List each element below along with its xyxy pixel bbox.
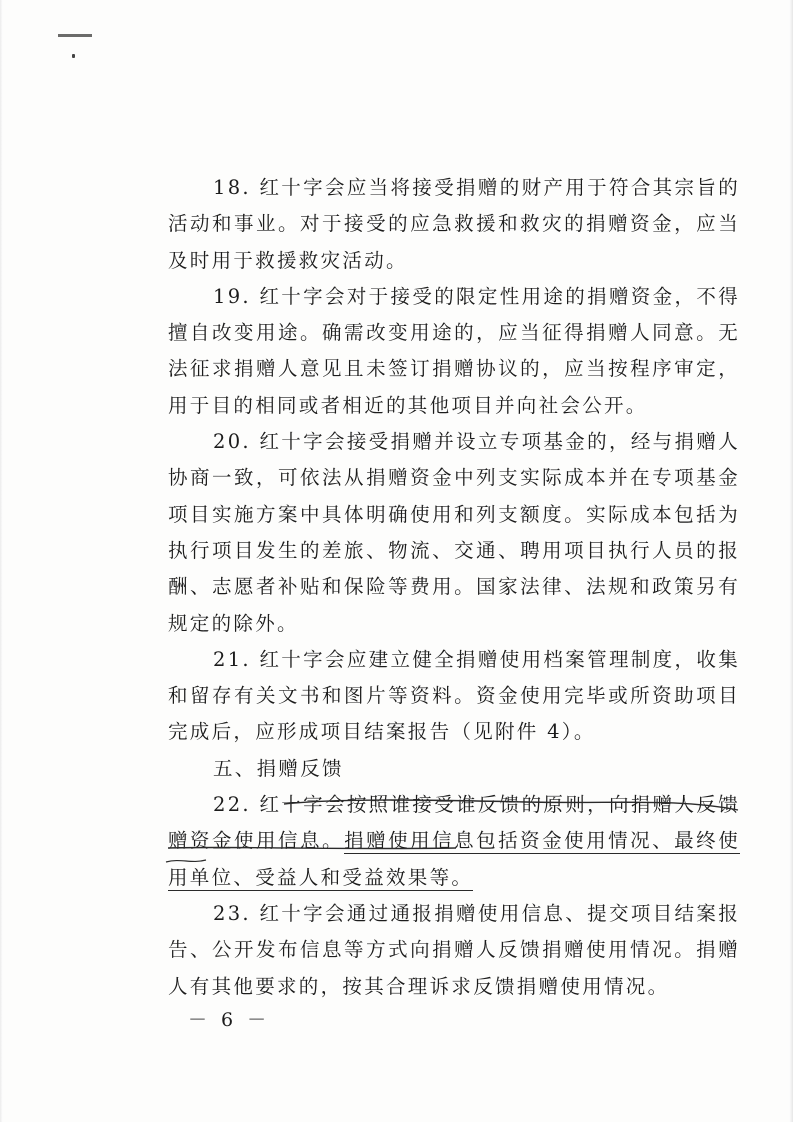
paragraph-22-underlined-text: 捐赠使用信息包括资金使用情况、最终使用单位、受益人和受益效果等。 xyxy=(168,829,740,889)
scan-edge-left xyxy=(0,0,3,1122)
section-heading: 五、捐赠反馈 xyxy=(213,756,344,780)
paragraph-20: 20. 红十字会接受捐赠并设立专项基金的，经与捐赠人协商一致，可依法从捐赠资金中列支实际成本并在专项基金项目实施方案中具体明确使用和列支额度。实际成本包括为执行项目发生的差旅、物流、交通、聘用项目执行人员的报酬、志愿者补贴和保险等费用。国家法律、法规和政策另有规定的除外。 xyxy=(168,430,740,635)
paragraph-22-lead: 22. 红十字会按照谁接受谁反馈的原则，向捐赠人反馈赠资金使用信息。 xyxy=(168,793,740,853)
scan-speck xyxy=(72,54,75,58)
paragraph-18: 18. 红十字会应当将接受捐赠的财产用于符合其宗旨的活动和事业。对于接受的应急救援和救灾的捐赠资金，应当及时用于救援救灾活动。 xyxy=(168,176,740,272)
document-body xyxy=(168,170,740,1005)
paragraph-23: 23. 红十字会通过通报捐赠使用信息、提交项目结案报告、公开发布信息等方式向捐赠人反馈捐赠使用情况。捐赠人有其他要求的，按其合理诉求反馈捐赠使用情况。 xyxy=(168,901,740,998)
scan-edge-right xyxy=(789,0,793,1122)
handwritten-underline-mark xyxy=(276,788,746,868)
paragraph-19: 19. 红十字会对于接受的限定性用途的捐赠资金，不得擅自改变用途。确需改变用途的，应当征得捐赠人同意。无法征求捐赠人意见且未签订捐赠协议的，应当按程序审定，用于目的相同或者相近的其他项目并向社会公开。 xyxy=(168,284,740,417)
scan-mark xyxy=(58,34,92,37)
paragraph-21: 21. 红十字会应建立健全捐赠使用档案管理制度，收集和留存有关文书和图片等资料。资金使用完毕或所资助项目完成后，应形成项目结案报告（见附件 4）。 xyxy=(168,647,740,744)
page-number-text: － 6 － xyxy=(188,1009,271,1031)
